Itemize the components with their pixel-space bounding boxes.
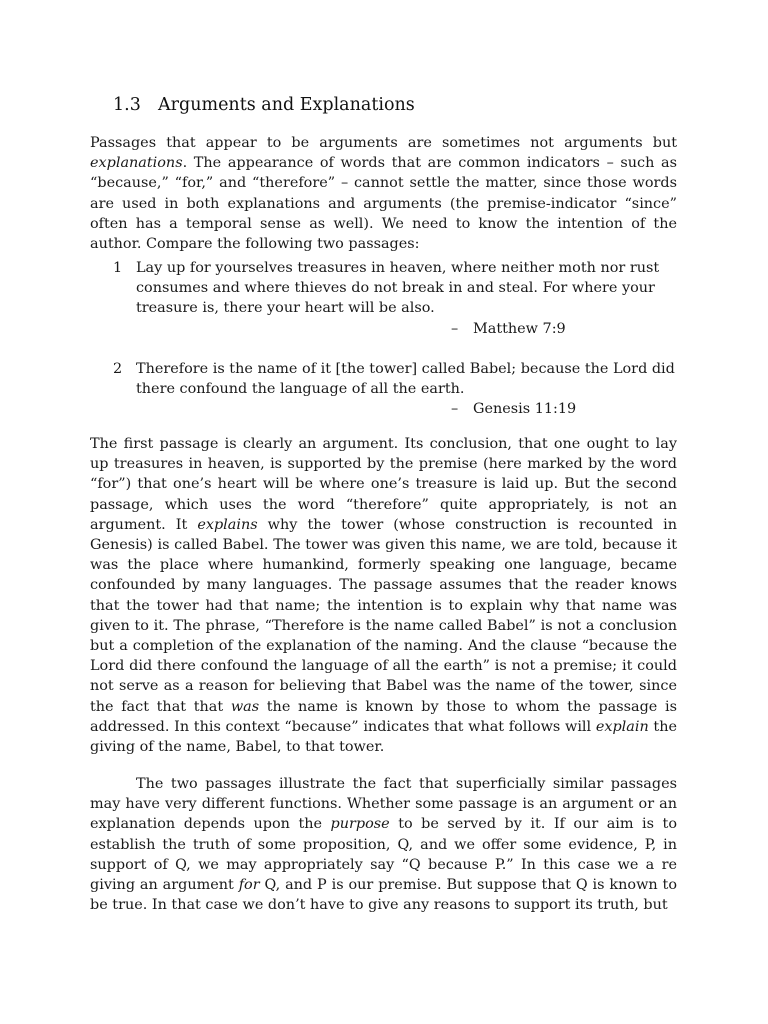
- intro-emphasis-explanations: explanations: [90, 155, 183, 172]
- closing-paragraph: [90, 774, 677, 915]
- closing-text-1: The two passages illustrate the fact that superficially similar passages may have very different functions. Whether some passage is an argument or an explanation depends upon the: [90, 776, 677, 833]
- analysis-text-2: why the tower (whose construction is recounted in Genesis) is called Babel. The tower was given this name, we are told, because it was the place where humankind, formerly speaking one language, became confounded by many languages. The passage assumes that the reader knows that the tower had that name; the intention is to explain why that name was given to it. The phrase, “Therefore is the name called Babel” is not a conclusion but a completion of the explanation of the naming. And the clause “because the Lord did there confound the language of all the earth” is not a premise; it could not serve as a reason for believing that Babel was the name of the tower, since the fact that that: [90, 516, 677, 715]
- quote-2-source-label: Genesis 11:19: [473, 401, 577, 418]
- quote-1: [113, 258, 679, 339]
- section-number: 1.3: [113, 95, 141, 115]
- analysis-text-3: the name is known by those to whom the passage is addressed. In this context “because” indicates that what follows will: [90, 698, 677, 735]
- quote-2-dash: –: [451, 401, 459, 418]
- closing-text-3: Q, and P is our premise. But suppose that Q is known to be true. In that case we don’t have to give any reasons to support its truth, but: [90, 877, 677, 914]
- quote-1-source-label: Matthew 7:9: [473, 320, 566, 337]
- closing-emphasis-purpose: purpose: [330, 816, 390, 833]
- analysis-text-1: The first passage is clearly an argument. Its conclusion, that one ought to lay up treasures in heaven, is supported by the premise (here marked by the word “for”) that one’s heart will be where one’s treasure is laid up. But the second passage, which uses the word “therefore” quite appropriately, is not an argument. It: [90, 436, 677, 533]
- intro-paragraph: [90, 133, 677, 254]
- analysis-paragraph: [90, 434, 677, 757]
- quote-2-text: Therefore is the name of it [the tower] called Babel; because the Lord did there confound the language of all the earth.: [136, 361, 675, 398]
- analysis-emphasis-explain: explain: [595, 718, 649, 735]
- quote-1-dash: –: [451, 320, 459, 337]
- quote-2-number: 2: [113, 361, 123, 377]
- section-title: Arguments and Explanations: [158, 95, 415, 115]
- section-heading: [113, 94, 415, 116]
- intro-text-2: . The appearance of words that are common indicators – such as “because,” “for,” and “therefore” – cannot settle the matter, since those words are used in both explanations and arguments (the premise-indicator “since” often has a temporal sense as well). We need to know the intention of the author. Compare the following two passages:: [90, 155, 677, 253]
- quote-1-text: Lay up for yourselves treasures in heaven, where neither moth nor rust consumes and where thieves do not break in and steal. For where your treasure is, there your heart will be also.: [136, 260, 660, 317]
- analysis-emphasis-explains: explains: [197, 516, 258, 533]
- closing-emphasis-for: for: [238, 877, 260, 894]
- analysis-text-4: the giving of the name, Babel, to that tower.: [90, 718, 677, 756]
- closing-text-2: to be served by it. If our aim is to establish the truth of some proposition, Q, and we offer some evidence, P, in support of Q, we may appropriately say “Q because P.” In this case we a re giving an argument: [90, 816, 677, 894]
- quote-1-number: 1: [113, 260, 123, 276]
- intro-text-1: Passages that appear to be arguments are sometimes not arguments but: [90, 135, 677, 151]
- quote-1-source: [451, 319, 679, 339]
- quote-2: [113, 359, 679, 420]
- analysis-emphasis-was: was: [230, 698, 260, 715]
- quote-2-source: [451, 399, 679, 419]
